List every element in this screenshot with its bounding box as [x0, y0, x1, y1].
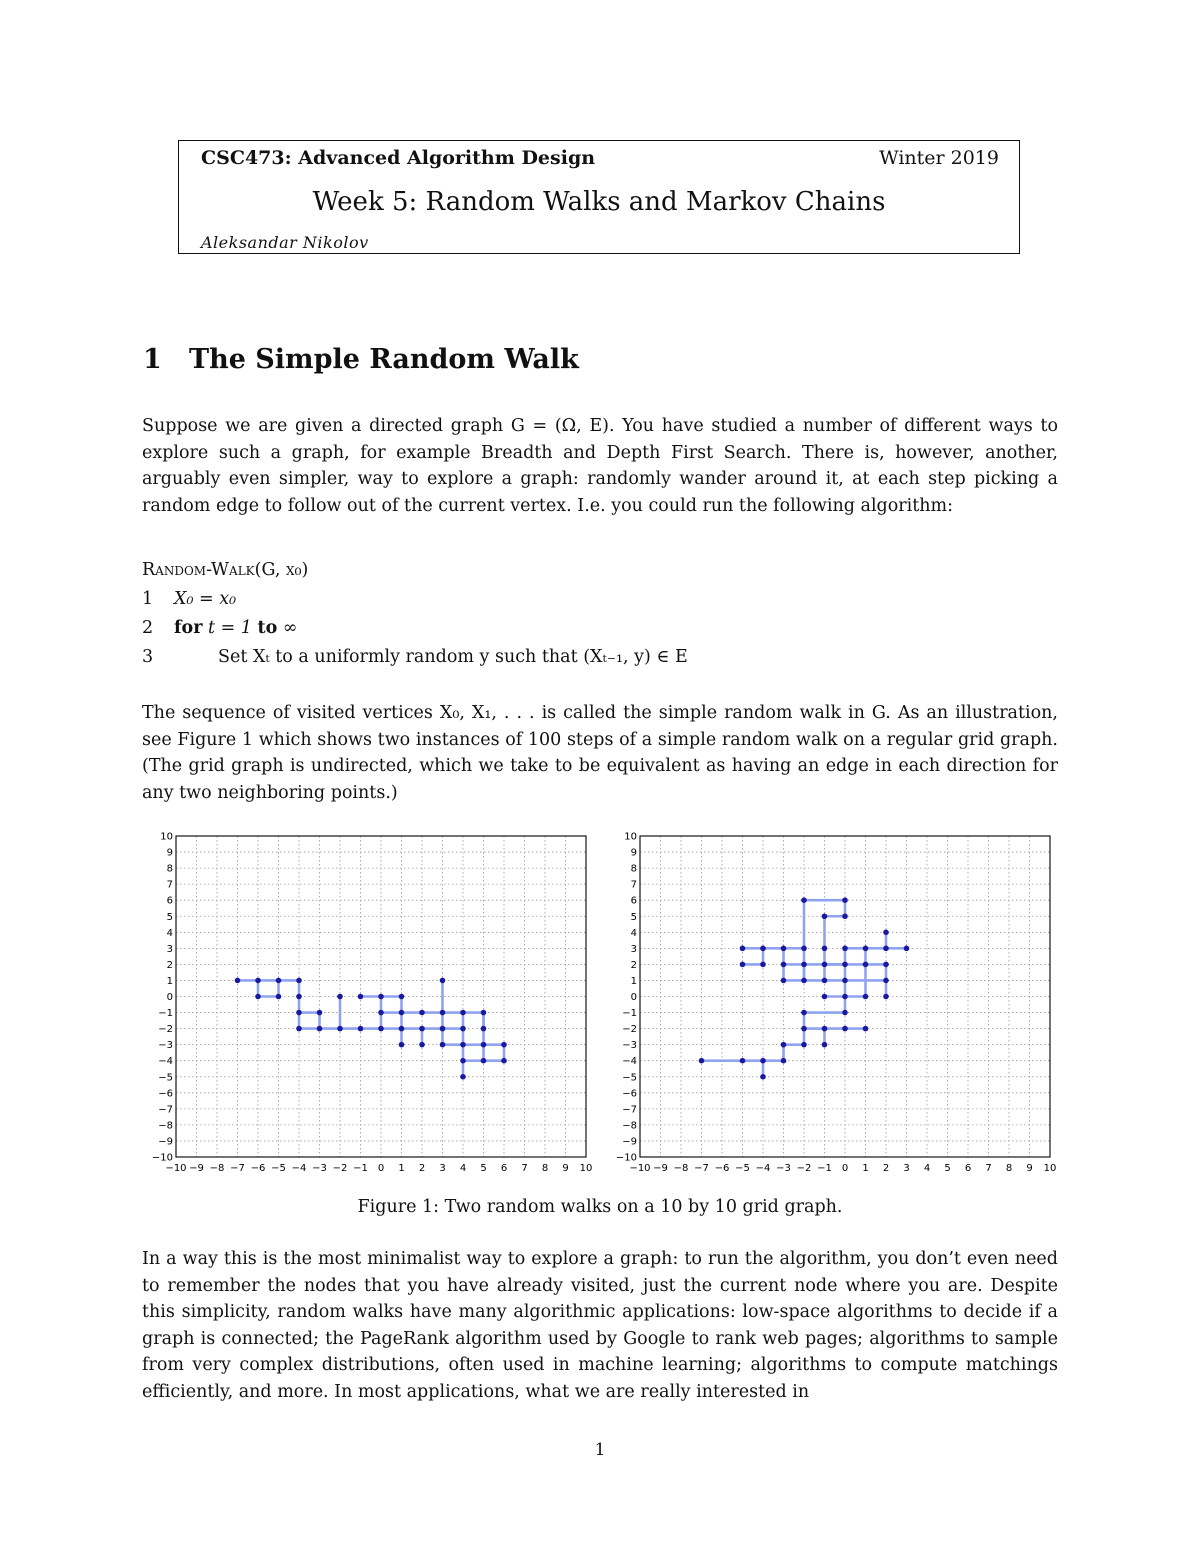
y-tick-label: −8	[158, 1120, 173, 1132]
algorithm-title: Random-Walk(G, x₀)	[142, 560, 309, 580]
walk-point	[501, 1058, 507, 1064]
walk-point	[255, 994, 261, 1000]
x-tick-label: −1	[817, 1163, 832, 1174]
walk-point	[781, 1042, 787, 1048]
walk-point	[801, 946, 807, 952]
x-tick-label: 10	[579, 1163, 593, 1174]
line-number: 1	[142, 589, 154, 609]
x-tick-label: −2	[332, 1163, 348, 1174]
x-tick-label: 3	[439, 1163, 446, 1174]
walk-point	[399, 1010, 405, 1016]
x-tick-label: −6	[250, 1163, 266, 1174]
y-tick-label: 1	[630, 975, 637, 987]
term-label: Winter 2019	[879, 147, 999, 169]
y-tick-label: 1	[166, 975, 173, 987]
walk-point	[863, 994, 869, 1000]
walk-point	[378, 1010, 384, 1016]
walk-point	[235, 978, 241, 984]
walk-point	[760, 962, 766, 968]
walk-point	[460, 1058, 466, 1064]
x-tick-label: 9	[562, 1163, 569, 1174]
y-tick-label: 10	[160, 831, 173, 843]
keyword-to: to	[257, 618, 278, 638]
y-tick-label: 6	[630, 895, 637, 907]
y-tick-label: −4	[622, 1056, 637, 1068]
walk-point	[863, 962, 869, 968]
walk-point	[822, 962, 828, 968]
y-tick-label: 6	[166, 895, 173, 907]
header-box	[178, 140, 1020, 254]
x-tick-label: 0	[377, 1163, 385, 1174]
walk-point	[740, 946, 746, 952]
y-tick-label: −3	[622, 1040, 637, 1052]
walk-point	[440, 978, 446, 984]
x-tick-label: 5	[944, 1163, 951, 1174]
walk-point	[358, 1026, 364, 1032]
walk-point	[781, 962, 787, 968]
random-walk-chart-right	[604, 826, 1060, 1176]
x-tick-label: −9	[189, 1163, 204, 1174]
x-tick-label: −1	[353, 1163, 368, 1174]
y-tick-label: 5	[166, 911, 173, 923]
y-tick-label: −9	[158, 1136, 173, 1148]
walk-point	[842, 913, 848, 919]
course-title: CSC473: Advanced Algorithm Design	[201, 147, 596, 169]
walk-point	[801, 1026, 807, 1032]
x-tick-label: 2	[882, 1163, 890, 1174]
y-tick-label: 0	[166, 992, 173, 1003]
walk-point	[317, 1026, 323, 1032]
algorithm-line-2	[142, 614, 688, 643]
x-tick-label: −7	[230, 1163, 245, 1174]
walk-point	[842, 946, 848, 952]
walk-point	[822, 994, 828, 1000]
x-tick-label: −7	[694, 1163, 709, 1174]
random-walk-plot-2	[604, 826, 1060, 1176]
x-tick-label: 7	[521, 1163, 528, 1174]
y-tick-label: 3	[630, 943, 637, 955]
x-tick-label: −4	[291, 1163, 307, 1174]
walk-point	[317, 1010, 323, 1016]
walk-point	[863, 946, 869, 952]
y-tick-label: 7	[166, 879, 173, 891]
walk-point	[883, 962, 889, 968]
y-tick-label: −5	[158, 1072, 173, 1084]
walk-point	[501, 1042, 507, 1048]
y-tick-label: 4	[166, 927, 173, 939]
walk-point	[358, 994, 364, 1000]
x-tick-label: −3	[776, 1163, 791, 1174]
x-tick-label: −10	[629, 1163, 651, 1174]
walk-point	[440, 1042, 446, 1048]
walk-point	[781, 978, 787, 984]
y-tick-label: 2	[166, 959, 173, 971]
x-tick-label: 1	[862, 1163, 869, 1174]
walk-point	[481, 1058, 487, 1064]
walk-point	[378, 1026, 384, 1032]
walk-point	[460, 1074, 466, 1080]
walk-point	[842, 962, 848, 968]
algorithm-statement: Set Xₜ to a uniformly random y such that (Xₜ₋₁, y) ∈ E	[218, 647, 688, 667]
walk-point	[378, 994, 384, 1000]
y-tick-label: −10	[615, 1152, 637, 1164]
algorithm-statement: X₀ = x₀	[174, 589, 237, 609]
walk-point	[883, 978, 889, 984]
walk-point	[842, 994, 848, 1000]
walk-point	[883, 994, 889, 1000]
x-tick-label: 4	[923, 1163, 931, 1174]
walk-point	[801, 1042, 807, 1048]
y-tick-label: 2	[630, 959, 637, 971]
illustration-paragraph: The sequence of visited vertices X₀, X₁, . . . is called the simple random walk in G. As an illustration, see Figure 1 which shows two instances of 100 steps of a simple random walk on a regular grid graph. (The grid graph is undirected, which we take to be equivalent as having an edge in each direction for any two neighboring points.)	[142, 703, 1058, 803]
walk-point	[863, 1026, 869, 1032]
walk-point	[460, 1010, 466, 1016]
walk-point	[842, 978, 848, 984]
walk-point	[481, 1026, 487, 1032]
walk-point	[883, 946, 889, 952]
algorithm-block	[142, 556, 688, 672]
x-tick-label: 6	[500, 1163, 508, 1174]
random-walk-chart-left	[140, 826, 596, 1176]
algorithm-line-3	[142, 643, 688, 672]
y-tick-label: −2	[622, 1024, 637, 1036]
walk-point	[255, 978, 261, 984]
walk-point	[801, 978, 807, 984]
x-tick-label: −8	[209, 1163, 225, 1174]
loop-bound: ∞	[277, 618, 298, 638]
author-name: Aleksandar Nikolov	[201, 233, 369, 252]
x-tick-label: −8	[673, 1163, 689, 1174]
walk-point	[801, 962, 807, 968]
y-tick-label: 0	[630, 992, 637, 1003]
section-heading	[143, 344, 579, 375]
x-tick-label: 8	[541, 1163, 549, 1174]
y-tick-label: −9	[622, 1136, 637, 1148]
walk-point	[822, 913, 828, 919]
x-tick-label: 9	[1026, 1163, 1033, 1174]
y-tick-label: −1	[622, 1008, 637, 1020]
loop-variable: t = 1	[202, 618, 258, 638]
walk-point	[460, 1042, 466, 1048]
walk-point	[440, 1026, 446, 1032]
y-tick-label: 5	[630, 911, 637, 923]
x-tick-label: 1	[398, 1163, 405, 1174]
walk-point	[801, 1010, 807, 1016]
x-tick-label: −10	[165, 1163, 187, 1174]
y-tick-label: −1	[158, 1008, 173, 1020]
y-tick-label: −3	[158, 1040, 173, 1052]
walk-point	[399, 1042, 405, 1048]
y-tick-label: −5	[622, 1072, 637, 1084]
walk-point	[399, 1026, 405, 1032]
y-tick-label: −4	[158, 1056, 173, 1068]
x-tick-label: −6	[714, 1163, 730, 1174]
walk-point	[822, 946, 828, 952]
walk-point	[399, 994, 405, 1000]
walk-point	[296, 1010, 302, 1016]
y-tick-label: −6	[158, 1088, 173, 1100]
x-tick-label: −5	[735, 1163, 750, 1174]
walk-point	[760, 1058, 766, 1064]
x-tick-label: −2	[796, 1163, 812, 1174]
walk-point	[481, 1042, 487, 1048]
walk-point	[801, 897, 807, 903]
x-tick-label: −9	[653, 1163, 668, 1174]
y-tick-label: −10	[151, 1152, 173, 1164]
x-tick-label: 5	[480, 1163, 487, 1174]
walk-point	[842, 897, 848, 903]
y-tick-label: 9	[166, 847, 173, 859]
x-tick-label: 7	[985, 1163, 992, 1174]
section-number: 1	[143, 344, 162, 375]
figure-caption: Figure 1: Two random walks on a 10 by 10 grid graph.	[357, 1197, 843, 1217]
walk-point	[419, 1010, 425, 1016]
algorithm-line-1	[142, 585, 688, 614]
random-walk-plot-1	[140, 826, 596, 1176]
y-tick-label: −7	[158, 1104, 173, 1116]
y-tick-label: 7	[630, 879, 637, 891]
walk-point	[699, 1058, 705, 1064]
walk-point	[760, 1074, 766, 1080]
walk-point	[440, 1010, 446, 1016]
intro-paragraph: Suppose we are given a directed graph G = (Ω, E). You have studied a number of different ways to explore such a graph, for example Breadth and Depth First Search. There is, however, another, arguably even simpler, way to explore a graph: randomly wander around it, at each step picking a random edge to follow out of the current vertex. I.e. you could run the following algorithm:	[142, 416, 1058, 516]
y-tick-label: 8	[166, 863, 173, 875]
line-number: 2	[142, 618, 154, 638]
x-tick-label: 3	[903, 1163, 910, 1174]
line-number: 3	[142, 647, 154, 667]
walk-point	[822, 978, 828, 984]
x-tick-label: 10	[1043, 1163, 1057, 1174]
y-tick-label: −2	[158, 1024, 173, 1036]
y-tick-label: −6	[622, 1088, 637, 1100]
walk-point	[296, 994, 302, 1000]
walk-point	[419, 1026, 425, 1032]
page-number: 1	[594, 1440, 606, 1460]
walk-point	[276, 994, 282, 1000]
walk-point	[760, 946, 766, 952]
walk-point	[337, 1026, 343, 1032]
walk-point	[276, 978, 282, 984]
y-tick-label: 8	[630, 863, 637, 875]
section-title: The Simple Random Walk	[189, 344, 579, 375]
walk-point	[740, 962, 746, 968]
y-tick-label: 10	[624, 831, 637, 843]
walk-point	[740, 1058, 746, 1064]
walk-point	[460, 1026, 466, 1032]
walk-point	[883, 930, 889, 936]
walk-point	[822, 1026, 828, 1032]
lecture-title: Week 5: Random Walks and Markov Chains	[312, 187, 886, 217]
x-tick-label: −5	[271, 1163, 286, 1174]
x-tick-label: 8	[1005, 1163, 1013, 1174]
x-tick-label: −4	[755, 1163, 771, 1174]
walk-point	[842, 1010, 848, 1016]
applications-paragraph: In a way this is the most minimalist way to explore a graph: to run the algorithm, you don’t even need to remember the nodes that you have already visited, just the current node where you are. Despite this simplicity, random walks have many algorithmic applications: low-space algorithms to decide if a graph is connected; the PageRank algorithm used by Google to rank web pages; algorithms to sample from very complex distributions, often used in machine learning; algorithms to compute matchings efficiently, and more. In most applications, what we are really interested in	[142, 1249, 1058, 1402]
y-tick-label: 4	[630, 927, 637, 939]
x-tick-label: 4	[459, 1163, 467, 1174]
walk-point	[822, 1042, 828, 1048]
x-tick-label: 0	[841, 1163, 849, 1174]
walk-point	[781, 1058, 787, 1064]
keyword-for: for	[174, 618, 203, 638]
walk-point	[419, 1042, 425, 1048]
walk-point	[781, 946, 787, 952]
y-tick-label: 9	[630, 847, 637, 859]
x-tick-label: 6	[964, 1163, 972, 1174]
walk-point	[481, 1010, 487, 1016]
x-tick-label: 2	[418, 1163, 426, 1174]
x-tick-label: −3	[312, 1163, 327, 1174]
y-tick-label: −7	[622, 1104, 637, 1116]
walk-point	[337, 994, 343, 1000]
walk-point	[296, 978, 302, 984]
y-tick-label: 3	[166, 943, 173, 955]
walk-point	[842, 1026, 848, 1032]
y-tick-label: −8	[622, 1120, 637, 1132]
walk-point	[296, 1026, 302, 1032]
walk-point	[904, 946, 910, 952]
